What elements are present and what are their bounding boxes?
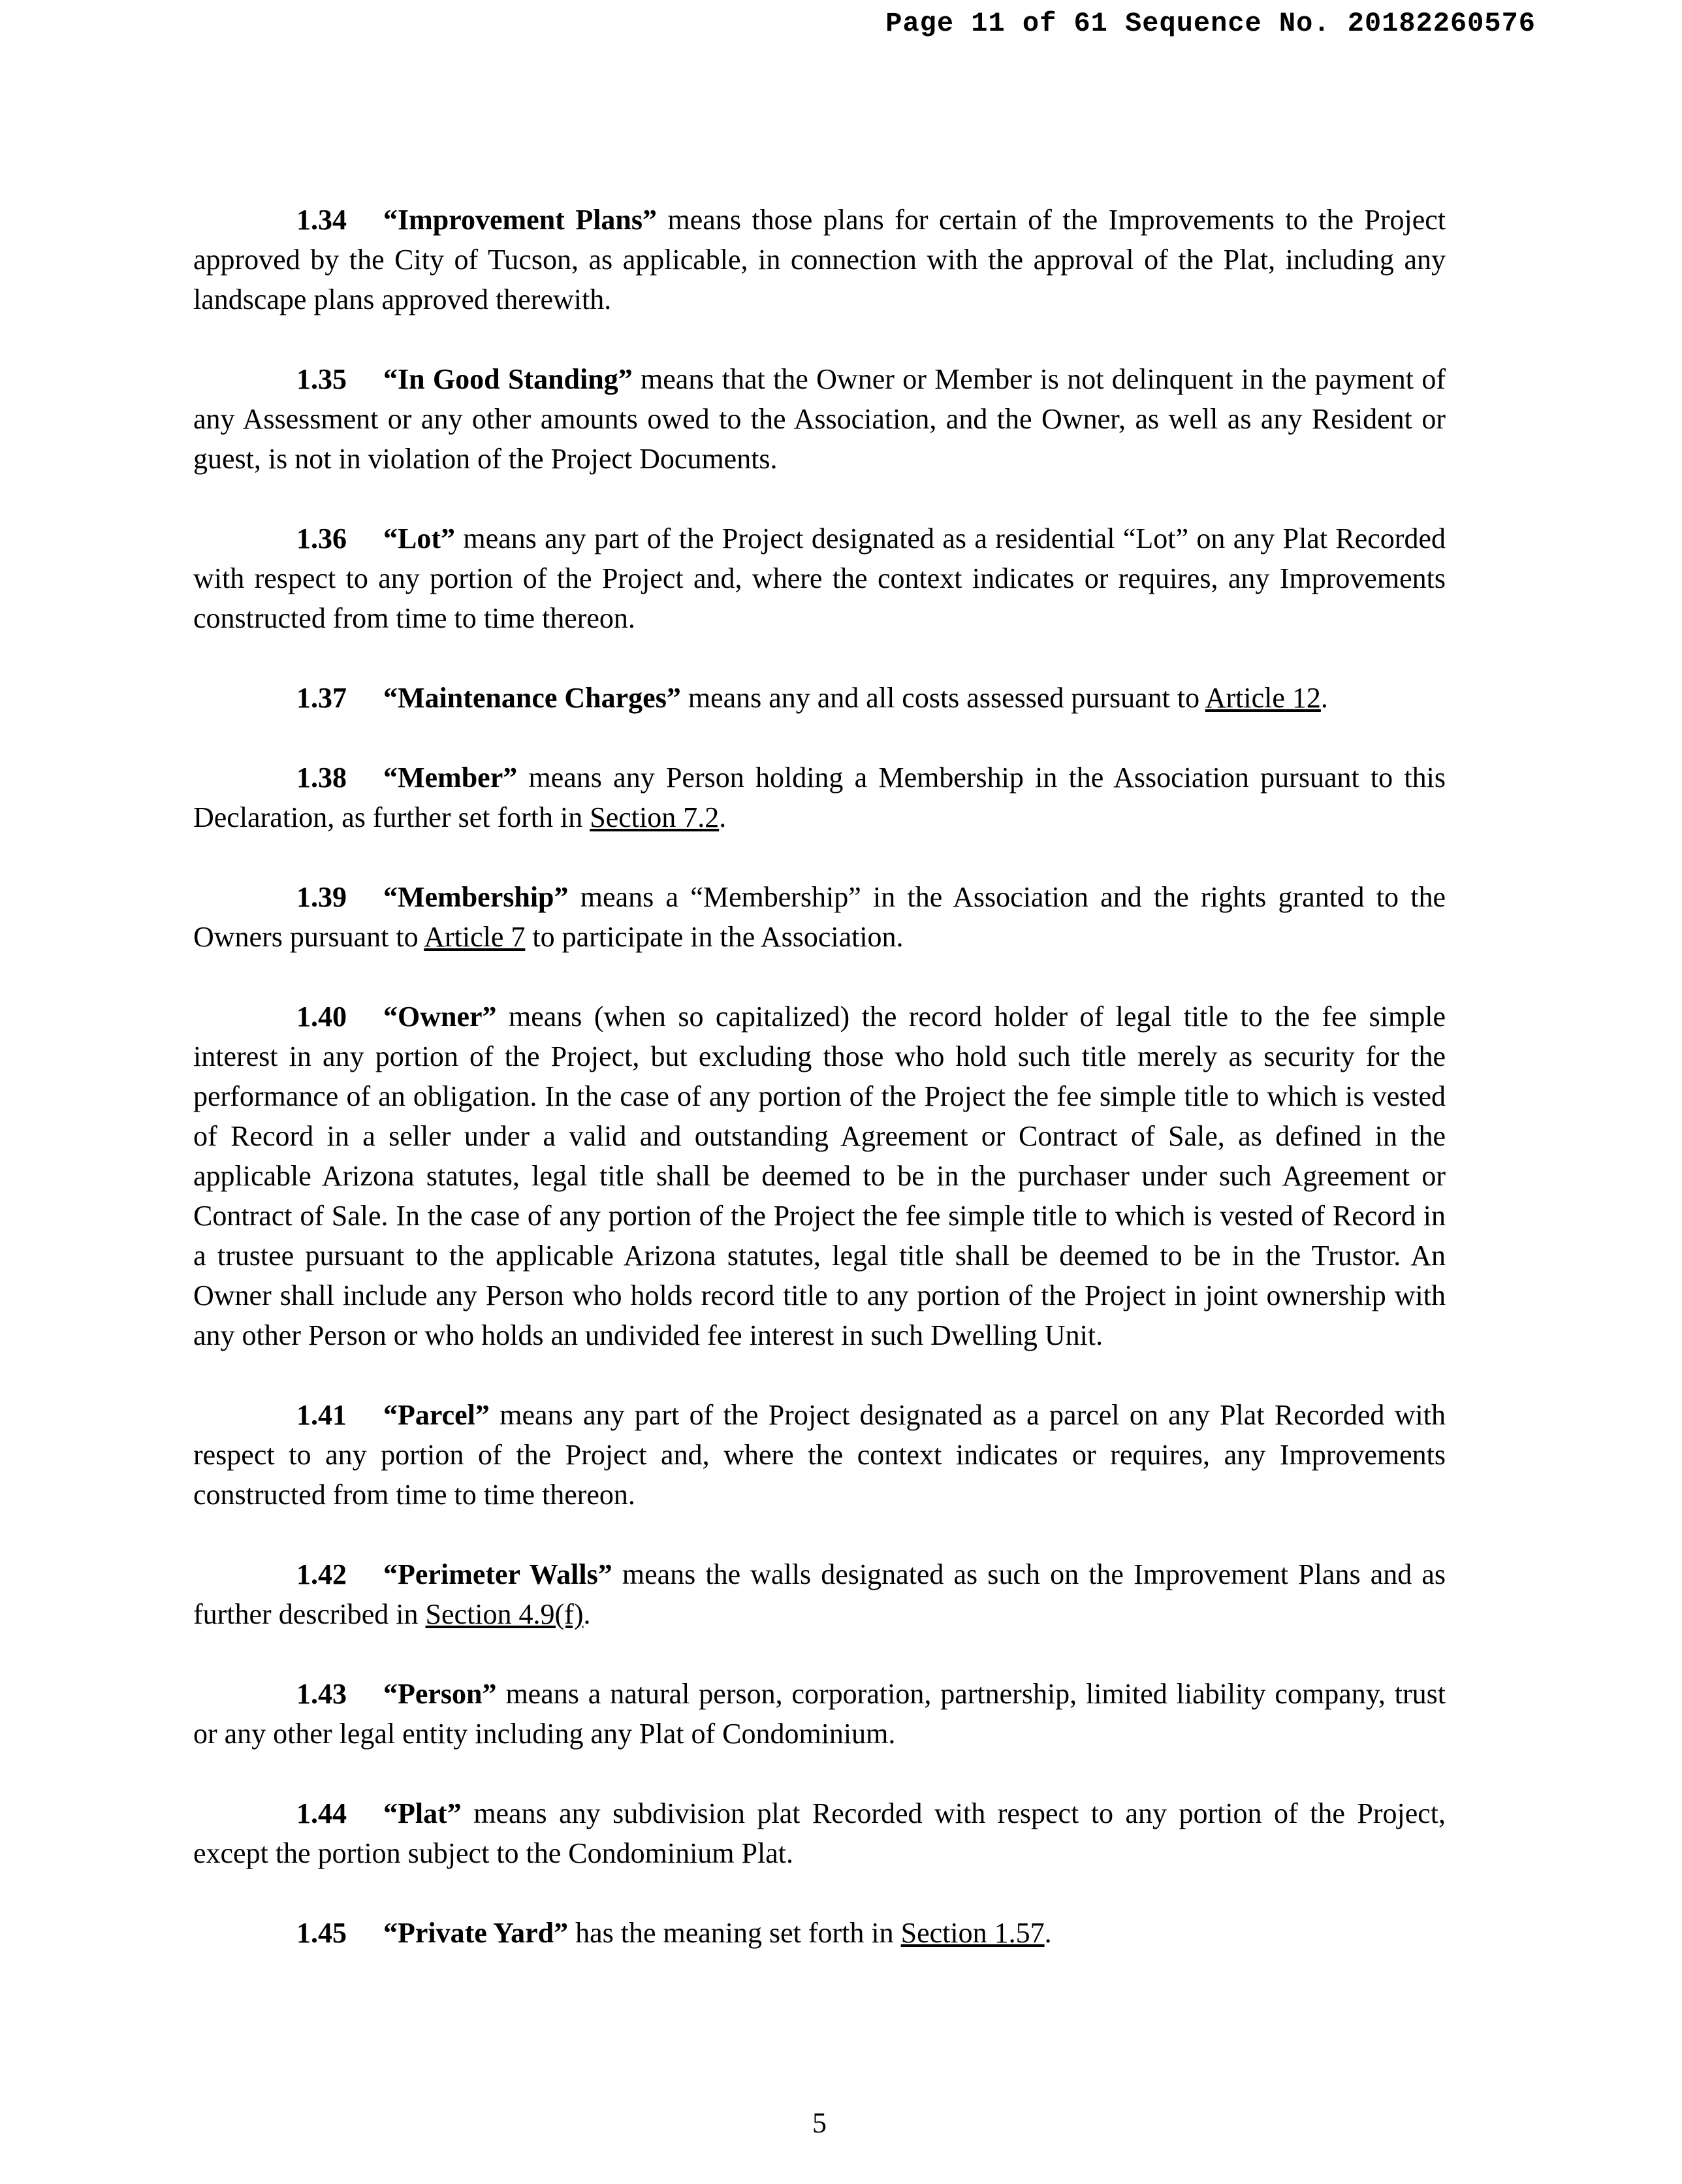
definition-text: means the walls designated as such on the Improvement Plans and as further described in	[193, 1558, 1446, 1630]
definition-paragraph-1-35	[193, 359, 1446, 479]
defined-term: “Owner”	[383, 1001, 497, 1033]
defined-term: “Plat”	[383, 1797, 462, 1829]
section-number: 1.41	[296, 1399, 347, 1431]
section-number: 1.40	[296, 1001, 347, 1033]
defined-term: “Parcel”	[383, 1399, 490, 1431]
definition-paragraph-1-45	[193, 1913, 1446, 1953]
defined-term: “Member”	[383, 762, 518, 794]
definition-paragraph-1-39	[193, 877, 1446, 957]
section-number: 1.39	[296, 881, 347, 913]
defined-term: “Person”	[383, 1678, 497, 1710]
section-number: 1.38	[296, 762, 347, 794]
cross-reference: Section 4.9(f)	[425, 1598, 584, 1630]
definition-paragraph-1-34	[193, 200, 1446, 319]
defined-term: “Lot”	[383, 522, 455, 554]
definition-paragraph-1-37	[193, 678, 1446, 718]
section-number: 1.35	[296, 363, 347, 395]
definition-text-after: .	[1320, 682, 1328, 714]
definition-paragraph-1-40	[193, 997, 1446, 1355]
definition-text-after: to participate in the Association.	[525, 921, 904, 953]
definition-text-after: .	[583, 1598, 591, 1630]
definition-text: means any Person holding a Membership in the Association pursuant to this Declaration, as further set forth in	[193, 762, 1446, 833]
definition-text: has the meaning set forth in	[568, 1917, 901, 1949]
definition-text-after: .	[1044, 1917, 1052, 1949]
section-number: 1.37	[296, 682, 347, 714]
cross-reference: Section 1.57	[900, 1917, 1045, 1949]
definition-paragraph-1-42	[193, 1554, 1446, 1634]
definition-text: means a natural person, corporation, partnership, limited liability company, trust or any other legal entity including any Plat of Condominium.	[193, 1678, 1446, 1750]
definition-text: means any part of the Project designated as a residential “Lot” on any Plat Recorded with respect to any portion of the Project and, where the context indicates or requires, any Improvements constructed from time to time thereon.	[193, 522, 1446, 634]
definition-paragraph-1-36	[193, 519, 1446, 638]
document-body	[193, 200, 1446, 1993]
section-number: 1.44	[296, 1797, 347, 1829]
cross-reference: Article 12	[1205, 682, 1321, 714]
definition-text: means (when so capitalized) the record holder of legal title to the fee simple interest in any portion of the Project, but excluding those who hold such title merely as security for the performance of an obligation. In the case of any portion of the Project the fee simple title to which is vested of Record in a seller under a valid and outstanding Agreement or Contract of Sale, as defined in the applicable Arizona statutes, legal title shall be deemed to be in the purchaser under such Agreement or Contract of Sale. In the case of any portion of the Project the fee simple title to which is vested of Record in a trustee pursuant to the applicable Arizona statutes, legal title shall be deemed to be in the Trustor. An Owner shall include any Person who holds record title to any portion of the Project in joint ownership with any other Person or who holds an undivided fee interest in such Dwelling Unit.	[193, 1001, 1446, 1351]
defined-term: “In Good Standing”	[383, 363, 633, 395]
defined-term: “Private Yard”	[383, 1917, 569, 1949]
defined-term: “Improvement Plans”	[383, 204, 658, 236]
definition-text: means those plans for certain of the Improvements to the Project approved by the City of Tucson, as applicable, in connection with the approval of the Plat, including any landscape plans approved therewith.	[193, 204, 1446, 315]
definition-text: means a “Membership” in the Association and the rights granted to the Owners pursuant to	[193, 881, 1446, 953]
definition-paragraph-1-43	[193, 1674, 1446, 1754]
page-number: 5	[812, 2107, 827, 2139]
definition-paragraph-1-38	[193, 758, 1446, 837]
definition-text: means any and all costs assessed pursuant to	[680, 682, 1205, 714]
definition-text: means any subdivision plat Recorded with respect to any portion of the Project, except the portion subject to the Condominium Plat.	[193, 1797, 1446, 1869]
definition-paragraph-1-41	[193, 1395, 1446, 1515]
definition-paragraph-1-44	[193, 1793, 1446, 1873]
section-number: 1.34	[296, 204, 347, 236]
defined-term: “Membership”	[383, 881, 569, 913]
defined-term: “Perimeter Walls”	[383, 1558, 612, 1590]
section-number: 1.36	[296, 522, 347, 554]
cross-reference: Article 7	[424, 921, 526, 953]
cross-reference: Section 7.2	[590, 801, 720, 833]
section-number: 1.45	[296, 1917, 347, 1949]
definition-text: means any part of the Project designated as a parcel on any Plat Recorded with respect to any portion of the Project and, where the context indicates or requires, any Improvements constructed from time to time thereon.	[193, 1399, 1446, 1511]
section-number: 1.42	[296, 1558, 347, 1590]
defined-term: “Maintenance Charges”	[383, 682, 681, 714]
section-number: 1.43	[296, 1678, 347, 1710]
definition-text: means that the Owner or Member is not delinquent in the payment of any Assessment or any other amounts owed to the Association, and the Owner, as well as any Resident or guest, is not in violation of the Project Documents.	[193, 363, 1446, 475]
definition-text-after: .	[719, 801, 727, 833]
scan-header: Page 11 of 61 Sequence No. 20182260576	[885, 8, 1536, 39]
